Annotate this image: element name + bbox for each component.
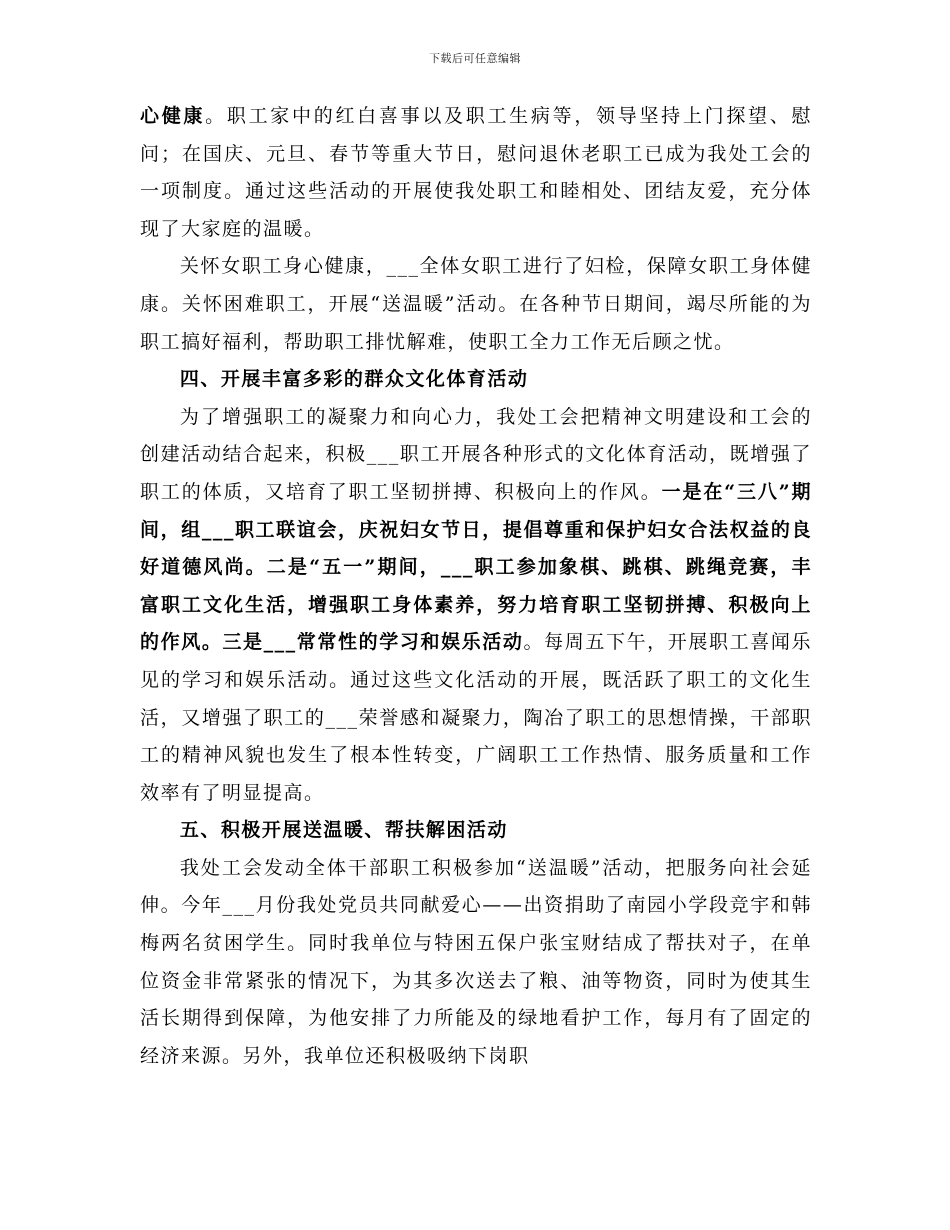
page-header: 下载后可任意编辑: [429, 52, 521, 65]
paragraph-text: 我处工会发动全体干部职工积极参加“送温暖”活动，把服务向社会延伸。今年___月份我处党员共同献爱心——出资捐助了南园小学段竞宇和韩梅两名贫困学生。同时我单位与特困五保户张宝财结成了帮扶对子，在单位资金非常紧张的情况下，为其多次送去了粮、油等物资，同时为使其生活长期得到保障，为他安排了力所能及的绿地看护工作，每月有了固定的经济来源。另外，我单位还积极吸纳下岗职: [140, 856, 812, 1067]
paragraph-text: 为了增强职工的凝聚力和向心力，我处工会把精神文明建设和工会的创建活动结合起来，积极___职工开展各种形式的文化体育活动，既增强了职工的体质，又培育了职工坚韧拼搏、积极向上的作风。: [140, 405, 812, 503]
paragraph-text-rest: 。每周五下午，开展职工喜闻乐见的学习和娱乐活动。通过这些文化活动的开展，既活跃了职工的文化生活，又增强了职工的___荣誉感和凝聚力，陶冶了职工的思想情操，干部职工的精神风貌也发生了根本性转变，广阔职工工作热情、服务质量和工作效率有了明显提高。: [140, 631, 812, 804]
paragraph-lead-bold: 心健康: [140, 105, 206, 127]
paragraph-female-staff: [140, 248, 812, 361]
heading-text: 五、积极开展送温暖、帮扶解困活动: [179, 819, 508, 842]
paragraph-text: 关怀女职工身心健康，___全体女职工进行了妇检，保障女职工身体健康。关怀困难职工，开展“送温暖”活动。在各种节日期间，竭尽所能的为职工搞好福利，帮助职工排忧解难，使职工全力工作无后顾之忧。: [140, 255, 812, 353]
heading-text: 四、开展丰富多彩的群众文化体育活动: [179, 368, 529, 391]
document-body: [140, 98, 812, 1075]
section-heading-5: [140, 812, 812, 850]
paragraph-culture-sports: [140, 399, 812, 813]
paragraph-text: 。职工家中的红白喜事以及职工生病等，领导坚持上门探望、慰问；在国庆、元旦、春节等重大节日，慰问退休老职工已成为我处工会的一项制度。通过这些活动的开展使我处职工和睦相处、团结友爱，充分体现了大家庭的温暖。: [140, 105, 812, 240]
paragraph-warmth-aid: [140, 850, 812, 1076]
paragraph-bold-text: 一是在“三八”期间，组___职工联谊会，庆祝妇女节日，提倡尊重和保护妇女合法权益的良好道德风尚。二是“五一”期间，___职工参加象棋、跳棋、跳绳竞赛，丰富职工文化生活，增强职工身体素养，努力培育职工坚韧拼搏、积极向上的作风。三是___常常性的学习和娱乐活动: [140, 480, 812, 654]
paragraph-care-wellbeing: [140, 98, 812, 248]
section-heading-4: [140, 361, 812, 399]
